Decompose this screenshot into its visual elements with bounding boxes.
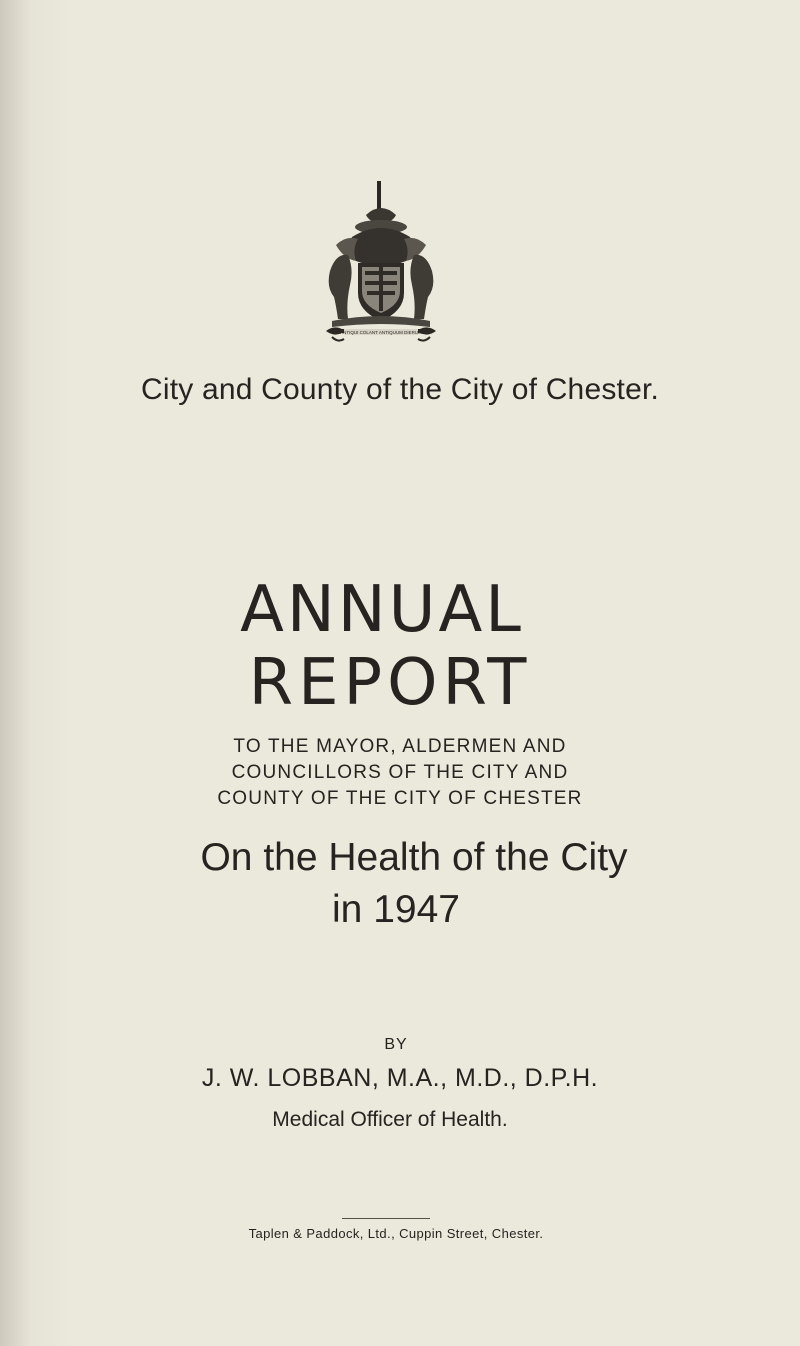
crest-motto: ANTIQUI COLANT ANTIQUUM DIERUM (340, 330, 422, 335)
city-coat-of-arms-icon (322, 175, 440, 347)
author-name: J. W. LOBBAN, M.A., M.D., D.P.H. (201, 1064, 599, 1092)
addressee-line-3: COUNTY OF THE CITY OF CHESTER (217, 788, 583, 809)
author-role: Medical Officer of Health. (272, 1108, 508, 1131)
council-title: City and County of the City of Chester. (140, 373, 660, 406)
by-label: BY (384, 1036, 408, 1053)
report-title-line-1: ANNUAL (240, 573, 524, 647)
addressee-line-1: TO THE MAYOR, ALDERMEN AND (233, 736, 567, 757)
report-title-line-2: REPORT (248, 646, 532, 720)
divider-rule (342, 1218, 430, 1219)
printer-imprint: Taplen & Paddock, Ltd., Cuppin Street, Chester. (248, 1226, 544, 1241)
subject-year: in 1947 (332, 888, 460, 931)
addressee-line-2: COUNCILLORS OF THE CITY AND (231, 762, 569, 783)
subject-line-1: On the Health of the City (200, 836, 628, 879)
